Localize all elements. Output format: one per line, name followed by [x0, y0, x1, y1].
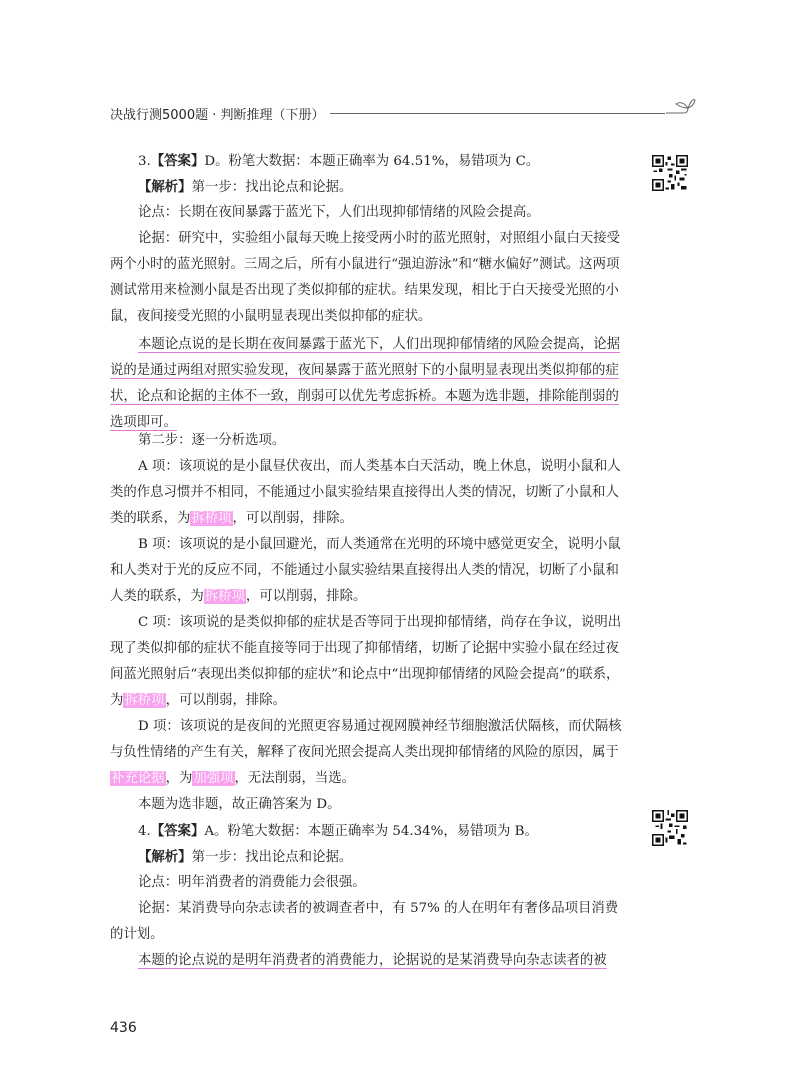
q3-option-a: A 项：该项说的是小鼠昼伏夜出，而人类基本白天活动，晚上休息，说明小鼠和人类的作息习惯并不相同，不能通过小鼠实验结果直接得出人类的情况，切断了小鼠和人类的联系，为拆桥项，可以削弱，排除。 [110, 459, 621, 526]
q3-option-b: B 项：该项说的是小鼠回避光，而人类通常在光明的环境中感觉更安全，说明小鼠和人类对于光的反应不同，不能通过小鼠实验结果直接得出人类的情况，切断了小鼠和人类的联系，为拆桥项，可以削弱，排除。 [110, 537, 621, 604]
bridge-highlight: 拆桥项 [124, 693, 165, 708]
q4-argument: 论点：明年消费者的消费能力会很强。 [138, 875, 366, 890]
q3-answer-line: 3.【答案】D。粉笔大数据：本题正确率为 64.51%，易错项为 C。 [138, 153, 540, 169]
header-rule [330, 113, 665, 114]
q4-evidence: 论据：某消费导向杂志读者的被调查者中，有 57% 的人在明年有奢侈品项目消费的计划。 [110, 901, 619, 942]
qr-code-icon[interactable] [652, 155, 688, 191]
q3-evidence: 论据：研究中，实验组小鼠每天晚上接受两小时的蓝光照射，对照组小鼠白天接受两个小时的蓝光照射。三周之后，所有小鼠进行“强迫游泳”和“糖水偏好”测试。这两项测试常用来检测小鼠是否出现了类似抑郁的症状。结果发现，相比于白天接受光照的小鼠，夜间接受光照的小鼠明显表现出类似抑郁的症状。 [110, 231, 621, 324]
q3-argument: 论点：长期在夜间暴露于蓝光下，人们出现抑郁情绪的风险会提高。 [138, 205, 540, 220]
q3-option-d: D 项：该项说的是夜间的光照更容易通过视网膜神经节细胞激活伏隔核，而伏隔核与负性情绪的产生有关，解释了夜间光照会提高人类出现抑郁情绪的风险的原因，属于补充论据，为加强项，无法削弱，当选。 [110, 719, 622, 786]
bridge-highlight: 拆桥项 [191, 511, 232, 526]
q4-answer-line: 4.【答案】A。粉笔大数据：本题正确率为 54.34%，易错项为 B。 [138, 823, 538, 839]
q3-step2: 第二步：逐一分析选项。 [138, 433, 286, 448]
sprout-icon [664, 96, 696, 120]
qr-code-icon[interactable] [652, 810, 688, 846]
supplement-highlight: 补充论据 [111, 771, 165, 786]
q4-analysis-line: 【解析】第一步：找出论点和论据。 [138, 849, 353, 865]
q3-conclusion: 本题为选非题，故正确答案为 D。 [138, 797, 341, 812]
page-number: 436 [110, 1020, 137, 1036]
running-header: 决战行测5000题 · 判断推理（下册） [110, 108, 325, 123]
bridge-highlight: 拆桥项 [204, 589, 245, 604]
q3-summary: 本题论点说的是长期在夜间暴露于蓝光下，人们出现抑郁情绪的风险会提高，论据说的是通过两组对照实验发现，夜间暴露于蓝光照射下的小鼠明显表现出类似抑郁的症状，论点和论据的主体不一致，削弱可以优先考虑拆桥。本题为选非题，排除能削弱的选项即可。 [110, 337, 621, 430]
q3-analysis-line: 【解析】第一步：找出论点和论据。 [138, 179, 353, 195]
q4-summary: 本题的论点说的是明年消费者的消费能力，论据说的是某消费导向杂志读者的被 [138, 953, 607, 968]
strengthen-highlight: 加强项 [193, 771, 234, 786]
q3-option-c: C 项：该项说的是类似抑郁的症状是否等同于出现抑郁情绪，尚存在争议，说明出现了类似抑郁的症状不能直接等同于出现了抑郁情绪，切断了论据中实验小鼠在经过夜间蓝光照射后“表现出类似抑郁的症状”和论点中“出现抑郁情绪的风险会提高”的联系，为拆桥项，可以削弱，排除。 [110, 615, 622, 708]
